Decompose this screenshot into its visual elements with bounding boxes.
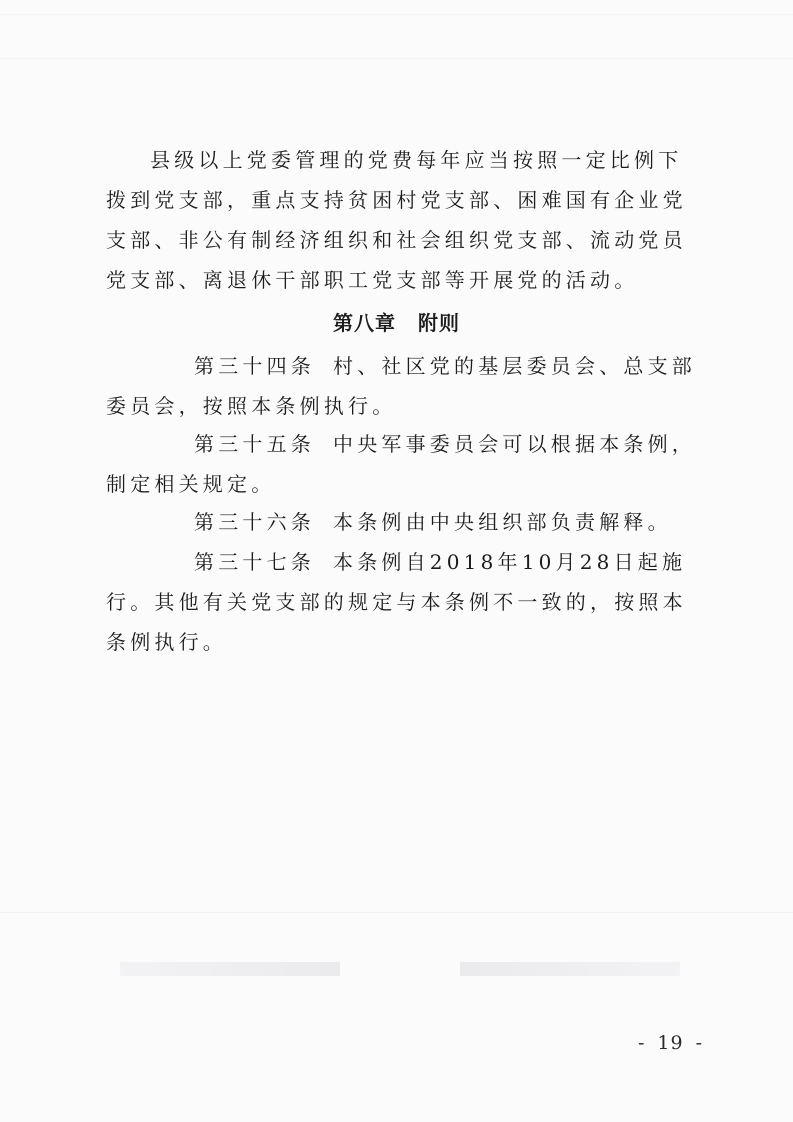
article-number: 第三十七条 bbox=[194, 550, 315, 574]
chapter-heading bbox=[0, 308, 793, 338]
bleed-through-mark bbox=[120, 962, 340, 976]
scan-artifact bbox=[0, 14, 793, 15]
scan-artifact bbox=[0, 58, 793, 59]
article-36 bbox=[106, 502, 696, 542]
article-number: 第三十四条 bbox=[194, 354, 315, 378]
article-35 bbox=[106, 424, 696, 504]
page-number-value: 19 bbox=[657, 1032, 684, 1054]
article-text: 本条例自2018年10月28日起施行。其他有关党支部的规定与本条例不一致的，按照本条例执行。 bbox=[106, 550, 687, 654]
paragraph-text: 县级以上党委管理的党费每年应当按照一定比例下拨到党支部，重点支持贫困村党支部、困难国有企业党支部、非公有制经济组织和社会组织党支部、流动党员党支部、离退休干部职工党支部等开展党的活动。 bbox=[106, 148, 687, 292]
page-dash-left: - bbox=[638, 1032, 646, 1054]
chapter-title: 附则 bbox=[418, 311, 460, 335]
article-34 bbox=[106, 346, 696, 426]
chapter-number: 第八章 bbox=[333, 311, 396, 335]
article-37 bbox=[106, 542, 696, 662]
page-number bbox=[632, 1032, 709, 1054]
page-dash-right: - bbox=[695, 1032, 704, 1054]
bleed-through-mark bbox=[460, 962, 680, 976]
article-text: 中央军事委员会可以根据本条例，制定相关规定。 bbox=[106, 432, 696, 496]
article-number: 第三十五条 bbox=[194, 432, 315, 456]
article-text: 村、社区党的基层委员会、总支部委员会，按照本条例执行。 bbox=[106, 354, 696, 418]
article-text: 本条例由中央组织部负责解释。 bbox=[333, 510, 672, 534]
scan-artifact bbox=[0, 912, 793, 913]
article-number: 第三十六条 bbox=[194, 510, 315, 534]
body-paragraph-1 bbox=[106, 140, 696, 300]
